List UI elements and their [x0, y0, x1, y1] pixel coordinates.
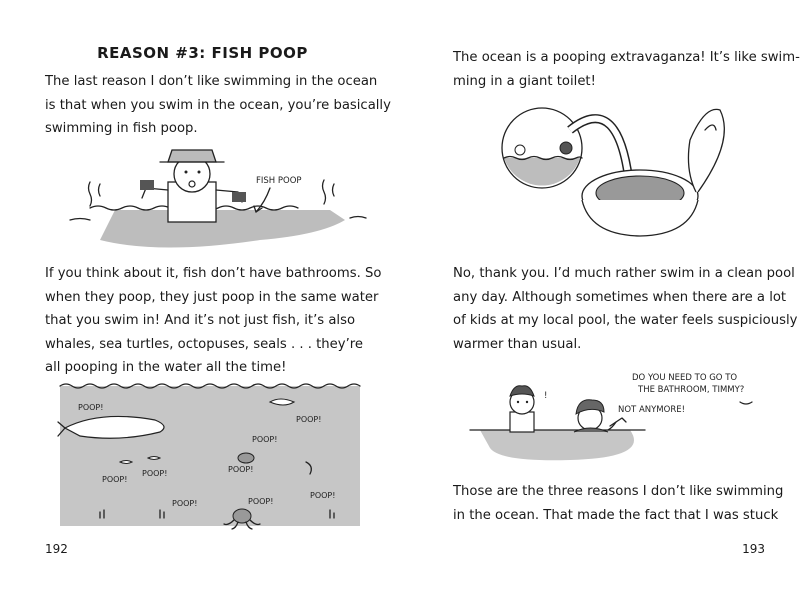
- text-line: when they poop, they just poop in the same water: [45, 289, 379, 305]
- text-line: No, thank you. I’d much rather swim in a clean pool: [453, 266, 795, 281]
- boy-in-water-illustration: [60, 140, 380, 250]
- text-line: The ocean is a pooping extravaganza! It’s like swim-: [453, 50, 800, 65]
- text-line: in the ocean. That made the fact that I was stuck: [453, 507, 779, 523]
- right-page: [405, 0, 810, 589]
- text-line: swimming in fish poop.: [45, 121, 198, 136]
- poop-label: POOP!: [142, 469, 168, 478]
- text-line: warmer than usual.: [453, 336, 582, 352]
- text-line: is that when you swim in the ocean, you’re basically: [45, 97, 391, 113]
- poop-label: POOP!: [172, 499, 198, 508]
- text-line: If you think about it, fish don’t have bathrooms. So: [45, 266, 382, 281]
- text-line: all pooping in the water all the time!: [45, 360, 287, 375]
- poop-label: POOP!: [228, 465, 254, 474]
- page-number: 192: [45, 542, 68, 556]
- paragraph-clean-pool: [453, 262, 797, 356]
- page-number: 193: [742, 542, 765, 556]
- poop-label: POOP!: [252, 435, 278, 444]
- paragraph-conclusion: [453, 480, 783, 527]
- section-heading: REASON #3: FISH POOP: [97, 44, 308, 62]
- fish-poop-label: FISH POOP: [256, 176, 302, 186]
- ocean-creatures-illustration: [60, 380, 360, 530]
- text-line: Those are the three reasons I don’t like swimming: [453, 484, 784, 499]
- poop-label: POOP!: [78, 403, 104, 412]
- speech-question-line: DO YOU NEED TO GO TO: [632, 373, 738, 383]
- paragraph-extravaganza: [453, 46, 800, 93]
- text-line: of kids at my local pool, the water feels suspiciously: [453, 313, 798, 328]
- exclamation-mark: !: [544, 391, 548, 401]
- text-line: whales, sea turtles, octopuses, seals . . . they’re: [45, 336, 364, 352]
- text-line: ming in a giant toilet!: [453, 73, 596, 89]
- kids-in-pool-illustration: [470, 368, 780, 468]
- speech-question-line: THE BATHROOM, TIMMY?: [638, 385, 745, 395]
- speech-answer: NOT ANYMORE!: [618, 405, 686, 415]
- text-line: The last reason I don’t like swimming in the ocean: [45, 74, 378, 89]
- poop-label: POOP!: [102, 475, 128, 484]
- text-line: any day. Although sometimes when there are a lot: [453, 289, 787, 305]
- text-line: that you swim in! And it’s not just fish, it’s also: [45, 313, 356, 328]
- paragraph-intro: [45, 70, 391, 141]
- poop-label: POOP!: [248, 497, 274, 506]
- poop-label: POOP!: [296, 415, 322, 424]
- ocean-toilet-illustration: [500, 100, 740, 240]
- paragraph-fish-bathrooms: [45, 262, 381, 380]
- poop-label: POOP!: [310, 491, 336, 500]
